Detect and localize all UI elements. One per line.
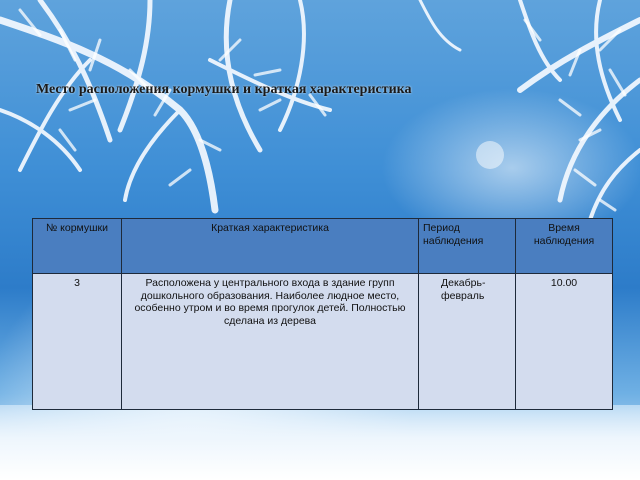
table-header-row	[33, 219, 613, 274]
cell-observation-period: Декабрь-февраль	[419, 274, 516, 410]
cell-characteristic: Расположена у центрального входа в здание групп дошкольного образования. Наиболее людное место, особенно утром и во время прогулок детей. Полностью сделана из дерева	[122, 274, 419, 410]
header-characteristic: Краткая характеристика	[122, 219, 419, 274]
header-feeder-number: № кормушки	[33, 219, 122, 274]
header-observation-time: Время наблюдения	[516, 219, 613, 274]
table-row	[33, 274, 613, 410]
page-heading: Место расположения кормушки и краткая характеристика	[36, 82, 412, 97]
snow-ground	[0, 405, 640, 480]
cell-feeder-number: 3	[33, 274, 122, 410]
header-observation-period: Период наблюдения	[419, 219, 516, 274]
cell-observation-time: 10.00	[516, 274, 613, 410]
feeder-observation-table	[32, 218, 613, 410]
